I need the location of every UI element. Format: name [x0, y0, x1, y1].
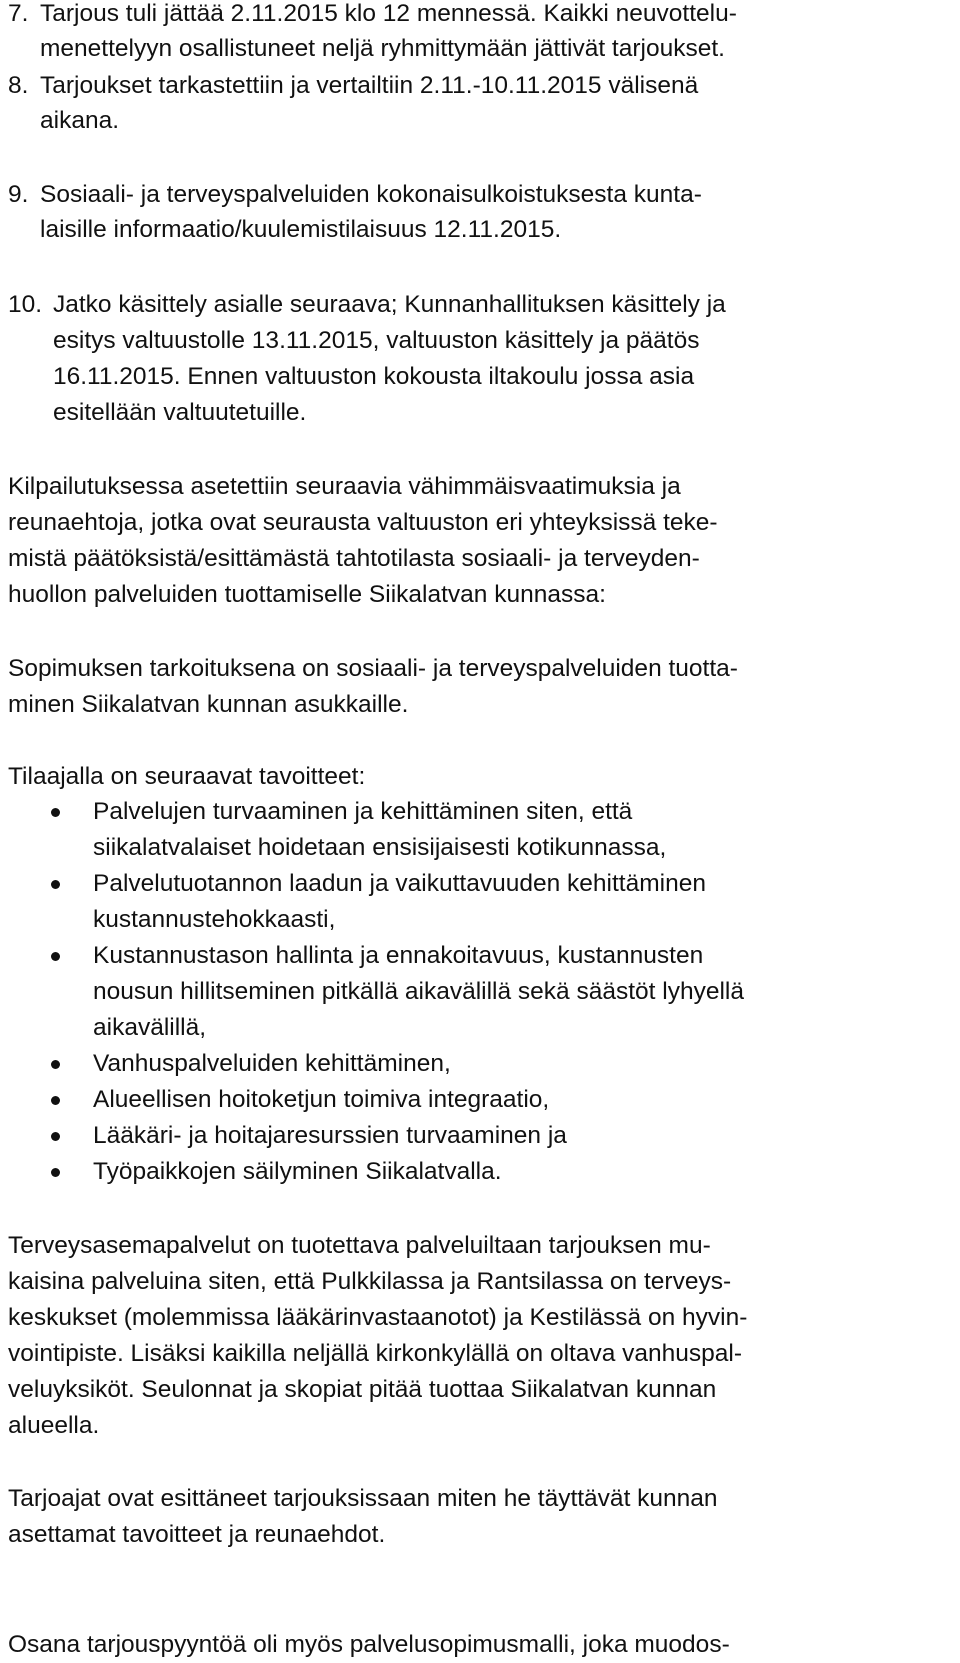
paragraph-line: minen Siikalatvan kunnan asukkaille. — [8, 691, 409, 718]
goal-line: Lääkäri- ja hoitajaresurssien turvaaminen ja — [93, 1122, 567, 1149]
bullet-icon — [51, 952, 60, 961]
item-text-line: Tarjoukset tarkastettiin ja vertailtiin 2.11.-10.11.2015 välisenä — [40, 72, 699, 99]
paragraph-line: Kilpailutuksessa asetettiin seuraavia vähimmäisvaatimuksia ja — [8, 473, 681, 500]
bullet-icon — [51, 1096, 60, 1105]
paragraph-line: asettamat tavoitteet ja reunaehdot. — [8, 1521, 386, 1548]
item-number: 9. — [8, 181, 29, 208]
item-text-line: aikana. — [40, 107, 120, 134]
item-number: 8. — [8, 72, 29, 99]
bullet-icon — [51, 880, 60, 889]
goal-line: Palvelujen turvaaminen ja kehittäminen siten, että — [93, 798, 633, 825]
paragraph-line: veluyksiköt. Seulonnat ja skopiat pitää tuottaa Siikalatvan kunnan — [8, 1376, 717, 1403]
item-text-line: menettelyyn osallistuneet neljä ryhmittymään jättivät tarjoukset. — [40, 35, 725, 62]
bullet-icon — [51, 1132, 60, 1141]
item-text-line: esitellään valtuutetuille. — [53, 399, 307, 426]
paragraph-line: mistä päätöksistä/esittämästä tahtotilasta sosiaali- ja terveyden- — [8, 545, 700, 572]
paragraph-line: Tarjoajat ovat esittäneet tarjouksissaan miten he täyttävät kunnan — [8, 1485, 718, 1512]
goals-intro: Tilaajalla on seuraavat tavoitteet: — [8, 763, 366, 790]
item-text-line: Jatko käsittely asialle seuraava; Kunnanhallituksen käsittely ja — [53, 291, 726, 318]
paragraph-line: Sopimuksen tarkoituksena on sosiaali- ja terveyspalveluiden tuotta- — [8, 655, 738, 682]
goal-line: Kustannustason hallinta ja ennakoitavuus, kustannusten — [93, 942, 704, 969]
paragraph-line: Osana tarjouspyyntöä oli myös palvelusopimusmalli, joka muodos- — [8, 1631, 730, 1658]
goal-line: Vanhuspalveluiden kehittäminen, — [93, 1050, 451, 1077]
item-text-line: esitys valtuustolle 13.11.2015, valtuuston käsittely ja päätös — [53, 327, 700, 354]
item-number: 7. — [8, 0, 29, 27]
goal-line: Palvelutuotannon laadun ja vaikuttavuuden kehittäminen — [93, 870, 706, 897]
paragraph-line: reunaehtoja, jotka ovat seurausta valtuuston eri yhteyksissä teke- — [8, 509, 718, 536]
item-text-line: Tarjous tuli jättää 2.11.2015 klo 12 mennessä. Kaikki neuvottelu- — [40, 0, 737, 27]
paragraph-line: Terveysasemapalvelut on tuotettava palveluiltaan tarjouksen mu- — [8, 1232, 711, 1259]
item-text-line: Sosiaali- ja terveyspalveluiden kokonaisulkoistuksesta kunta- — [40, 181, 702, 208]
paragraph-line: kaisina palveluina siten, että Pulkkilassa ja Rantsilassa on terveys- — [8, 1268, 732, 1295]
item-number: 10. — [8, 291, 43, 318]
item-text-line: laisille informaatio/kuulemistilaisuus 12.11.2015. — [40, 216, 562, 243]
paragraph-line: vointipiste. Lisäksi kaikilla neljällä kirkonkylällä on oltava vanhuspal- — [8, 1340, 743, 1367]
goal-line: Työpaikkojen säilyminen Siikalatvalla. — [93, 1158, 502, 1185]
goal-line: nousun hillitseminen pitkällä aikavälillä sekä säästöt lyhyellä — [93, 978, 744, 1005]
goal-line: siikalatvalaiset hoidetaan ensisijaisesti kotikunnassa, — [93, 834, 667, 861]
paragraph-line: keskukset (molemmissa lääkärinvastaanotot) ja Kestilässä on hyvin- — [8, 1304, 748, 1331]
goal-line: aikavälillä, — [93, 1014, 207, 1041]
bullet-icon — [51, 1060, 60, 1069]
bullet-icon — [51, 1168, 60, 1177]
goal-line: kustannustehokkaasti, — [93, 906, 336, 933]
paragraph-line: alueella. — [8, 1412, 100, 1439]
paragraph-line: huollon palveluiden tuottamiselle Siikalatvan kunnassa: — [8, 581, 606, 608]
goal-line: Alueellisen hoitoketjun toimiva integraatio, — [93, 1086, 550, 1113]
bullet-icon — [51, 808, 60, 817]
item-text-line: 16.11.2015. Ennen valtuuston kokousta iltakoulu jossa asia — [53, 363, 695, 390]
